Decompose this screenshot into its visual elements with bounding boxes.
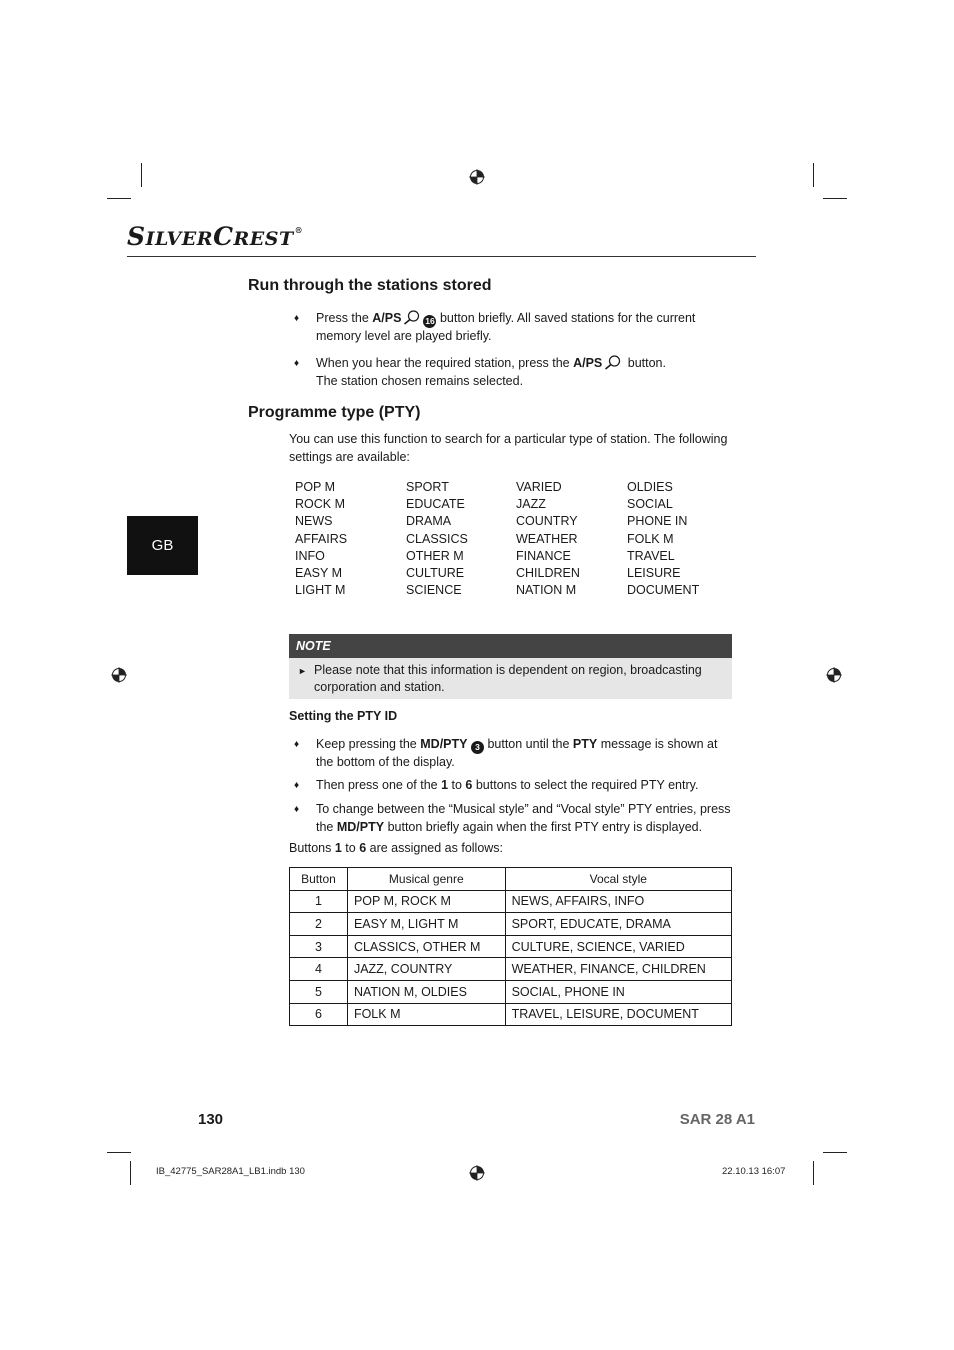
diamond-bullet-icon: ♦ (294, 313, 300, 324)
magnifier-icon (403, 310, 421, 325)
magnifier-icon (604, 355, 622, 370)
table-cell: CLASSICS, OTHER M (347, 935, 505, 958)
pty-entry: AFFAIRS (295, 531, 348, 546)
file-slug: IB_42775_SAR28A1_LB1.indb 130 (156, 1166, 305, 1177)
pty-entry: COUNTRY (516, 514, 578, 529)
table-cell: SOCIAL, PHONE IN (505, 980, 731, 1003)
table-cell: JAZZ, COUNTRY (347, 958, 505, 981)
pty-entry: CLASSICS (406, 531, 468, 546)
table-cell: SPORT, EDUCATE, DRAMA (505, 913, 731, 936)
pty-entry: VARIED (516, 480, 562, 494)
header-rule (127, 256, 756, 257)
pty-entry: TRAVEL (627, 548, 675, 563)
table-header-cell: Musical genre (347, 868, 505, 891)
pty-entry: SPORT (406, 480, 449, 494)
table-header-cell: Vocal style (505, 868, 731, 891)
crop-mark (823, 198, 847, 199)
pty-entry: EASY M (295, 566, 343, 581)
pty-entry: CULTURE (406, 566, 465, 581)
subsection-title: Setting the PTY ID (289, 709, 398, 723)
table-header-row (290, 868, 732, 891)
table-cell: CULTURE, SCIENCE, VARIED (505, 935, 731, 958)
diamond-bullet-icon: ♦ (294, 358, 300, 369)
bullet-item: ♦ Press the A/PS 16 button briefly. All saved stations for the current memory level are played briefly. (294, 311, 696, 343)
table-cell: 2 (290, 913, 348, 936)
pty-entry: PHONE IN (627, 514, 688, 529)
bullet-item: ♦ Keep pressing the MD/PTY 3 button until the PTY message is shown at the bottom of the display. (294, 737, 718, 769)
model-number: SAR 28 A1 (679, 1111, 755, 1128)
crop-mark (141, 163, 142, 187)
diamond-bullet-icon: ♦ (294, 780, 300, 791)
table-row (290, 890, 732, 913)
table-cell: TRAVEL, LEISURE, DOCUMENT (505, 1003, 731, 1026)
pty-entry: FINANCE (516, 548, 571, 563)
table-row (290, 958, 732, 981)
assignment-intro: Buttons 1 to 6 are assigned as follows: (289, 841, 504, 855)
table-cell: NEWS, AFFAIRS, INFO (505, 890, 731, 913)
table-cell: 6 (290, 1003, 348, 1026)
date-slug: 22.10.13 16:07 (722, 1166, 786, 1177)
table-cell: 4 (290, 958, 348, 981)
button-number-badge: 16 (425, 316, 435, 326)
crop-mark (130, 1161, 131, 1185)
bullet-item: ♦ When you hear the required station, press the A/PS button. The station chosen remains selected. (294, 356, 666, 388)
pty-entry: SOCIAL (627, 497, 673, 512)
table-cell: 5 (290, 980, 348, 1003)
pty-entry: SCIENCE (406, 583, 462, 598)
pty-entry: OTHER M (406, 548, 464, 563)
bullet-item: ♦ To change between the “Musical style” and “Vocal style” PTY entries, press the MD/PTY button briefly again when the first PTY entry is displayed. (294, 802, 731, 834)
crop-mark (107, 198, 131, 199)
table-cell: FOLK M (347, 1003, 505, 1026)
table-cell: POP M, ROCK M (347, 890, 505, 913)
section-title: Programme type (PTY) (248, 404, 421, 421)
pty-entry: NATION M (516, 583, 577, 598)
table-row (290, 935, 732, 958)
pty-entry: WEATHER (516, 531, 578, 546)
note-header: NOTE (289, 634, 732, 658)
pty-entry: INFO (295, 548, 325, 563)
crop-mark (823, 1152, 847, 1153)
pty-entry: POP M (295, 480, 336, 494)
section-title: Run through the stations stored (248, 277, 492, 294)
pty-entry: ROCK M (295, 497, 345, 512)
registration-mark-icon (469, 1165, 485, 1181)
button-number-badge: 3 (471, 741, 484, 754)
pty-entry: LEISURE (627, 566, 681, 581)
diamond-bullet-icon: ♦ (294, 804, 300, 815)
pty-entry: CHILDREN (516, 566, 580, 581)
button-assignment-table (289, 867, 732, 1026)
pty-entry: DOCUMENT (627, 583, 700, 598)
pty-entry: FOLK M (627, 531, 674, 546)
language-tab: GB (127, 516, 198, 575)
pty-entry: DRAMA (406, 514, 452, 529)
pty-entry: EDUCATE (406, 497, 465, 512)
registration-mark-icon (826, 667, 842, 683)
crop-mark (813, 1161, 814, 1185)
pty-entry: NEWS (295, 514, 333, 529)
pty-entry: LIGHT M (295, 583, 346, 598)
note-body: ► Please note that this information is dependent on region, broadcasting corporation and station. (289, 658, 732, 699)
crop-mark (813, 163, 814, 187)
table-header-cell: Button (290, 868, 348, 891)
table-cell: NATION M, OLDIES (347, 980, 505, 1003)
pty-type-list (295, 479, 737, 599)
table-row (290, 1003, 732, 1026)
pty-entry: OLDIES (627, 480, 673, 494)
intro-paragraph: You can use this function to search for a particular type of station. The following settings are available: (289, 432, 728, 464)
arrow-bullet-icon: ► (298, 666, 307, 676)
table-row (290, 913, 732, 936)
page-number: 130 (198, 1111, 224, 1128)
table-cell: EASY M, LIGHT M (347, 913, 505, 936)
table-row (290, 980, 732, 1003)
diamond-bullet-icon: ♦ (294, 739, 300, 750)
registration-mark-icon (111, 667, 127, 683)
table-cell: WEATHER, FINANCE, CHILDREN (505, 958, 731, 981)
pty-entry: JAZZ (516, 497, 546, 512)
table-cell: 1 (290, 890, 348, 913)
crop-mark (107, 1152, 131, 1153)
table-cell: 3 (290, 935, 348, 958)
bullet-item: ♦ Then press one of the 1 to 6 buttons to select the required PTY entry. (294, 777, 739, 795)
brand-logo: SILVERCREST® (127, 222, 304, 251)
registration-mark-icon (469, 169, 485, 185)
